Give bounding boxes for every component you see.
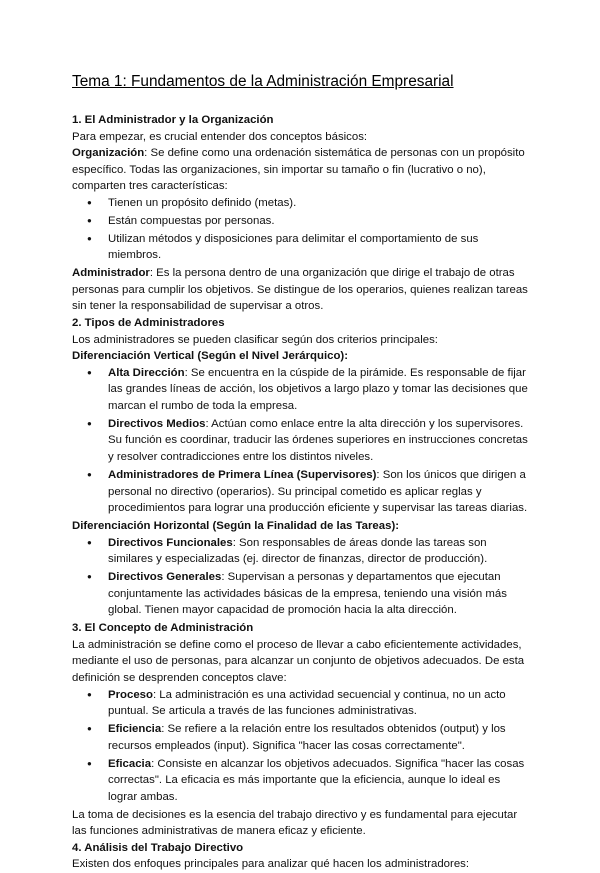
list-item-term: Eficacia [108, 757, 152, 770]
list-item-text: : Actúan como enlace entre la alta dirección y los supervisores. Su función es coordinar, traducir las órdenes superiores en instrucciones concretas y resolver contradicciones entre los distintos niveles. [108, 417, 528, 464]
section-2-intro: Los administradores se pueden clasificar según dos criterios principales: [72, 333, 438, 346]
administrador-definition [72, 265, 530, 315]
list-item [72, 687, 530, 720]
list-item-text: : Son responsables de áreas donde las tareas son similares y especializadas (ej. director de finanzas, director de producción). [108, 536, 488, 566]
list-item-term: Directivos Medios [108, 417, 206, 430]
list-item-term: Alta Dirección [108, 366, 185, 379]
section-2-heading: 2. Tipos de Administradores [72, 317, 225, 330]
section-3-closing: La toma de decisiones es la esencia del trabajo directivo y es fundamental para ejecutar las funciones administrativas de manera eficaz y eficiente. [72, 808, 518, 838]
section-3-heading: 3. El Concepto de Administración [72, 622, 254, 635]
organizacion-text: : Se define como una ordenación sistemática de personas con un propósito específico. Todas las organizaciones, sin importar su tamaño o fin (lucrativo o no), comparten tres características: [72, 147, 525, 193]
list-item [72, 416, 530, 466]
list-item [72, 365, 530, 415]
horizontal-list [72, 535, 530, 619]
list-item: ● Utilizan métodos y disposiciones para delimitar el comportamiento de sus miembros. [72, 231, 530, 264]
list-item-text: : Son los únicos que dirigen a personal no directivo (operarios). Su principal cometido es aplicar reglas y procedimientos para lograr una producción eficiente y supervisar las tareas diarias. [108, 468, 528, 515]
list-item-text: : Supervisan a personas y departamentos que ejecutan conjuntamente las actividades básicas de la empresa, teniendo una visión más global. Tienen mayor capacidad de promoción hacia la alta dirección. [108, 571, 507, 617]
vertical-heading: Diferenciación Vertical (Según el Nivel Jerárquico): [72, 350, 348, 363]
section-4-intro: Existen dos enfoques principales para analizar qué hacen los administradores: [72, 858, 470, 871]
vertical-list [72, 365, 530, 517]
list-item-term: Directivos Funcionales [108, 536, 233, 549]
list-item-text: : Se encuentra en la cúspide de la pirámide. Es responsable de fijar las grandes líneas de acción, los objetivos a largo plazo y tomar las decisiones que marcan el rumbo de toda la empresa. [108, 366, 528, 412]
list-item: ● Tienen un propósito definido (metas). [72, 195, 530, 212]
list-item-text: : Se refiere a la relación entre los resultados obtenidos (output) y los recursos empleados (input). Significa "hacer las cosas correctamente". [108, 723, 506, 752]
concepts-list [72, 687, 530, 806]
list-item-term: Proceso [108, 688, 153, 701]
list-item-term: Directivos Generales [108, 571, 222, 584]
section-3-intro: La administración se define como el proceso de llevar a cabo eficientemente actividades, mediante el uso de personas, para alcanzar un conjunto de objetivos adecuados. De esta definición se desprenden conceptos clave: [72, 638, 525, 684]
list-item [72, 569, 530, 619]
administrador-text: : Es la persona dentro de una organización que dirige el trabajo de otras personas para cumplir los objetivos. Se distingue de los operarios, quienes realizan tareas sin tener la responsabilidad de supervisar a otros. [72, 267, 528, 313]
list-item [72, 535, 530, 568]
list-item [72, 721, 530, 754]
list-item-term: Eficiencia [108, 723, 162, 736]
list-item-text: : Consiste en alcanzar los objetivos adecuados. Significa "hacer las cosas correctas". La eficacia es más importante que la eficiencia, aunque lo ideal es lograr ambas. [108, 757, 525, 803]
section-1-heading: 1. El Administrador y la Organización [72, 114, 274, 126]
list-item [72, 756, 530, 806]
list-item-text: : La administración es una actividad secuencial y continua, no un acto puntual. Se articula a través de las funciones administrativas. [108, 688, 506, 718]
document-page [72, 72, 530, 873]
list-item: ● Están compuestas por personas. [72, 213, 530, 230]
organizacion-definition [72, 145, 530, 195]
organizacion-term: Organización [72, 147, 145, 160]
list-item [72, 467, 530, 517]
organizacion-characteristics-list [72, 195, 530, 264]
section-1-intro: Para empezar, es crucial entender dos conceptos básicos: [72, 130, 368, 143]
horizontal-heading: Diferenciación Horizontal (Según la Finalidad de las Tareas): [72, 520, 400, 533]
section-4-heading: 4. Análisis del Trabajo Directivo [72, 841, 244, 854]
list-item-term: Administradores de Primera Línea (Supervisores) [108, 468, 377, 481]
administrador-term: Administrador [72, 267, 150, 280]
document-title: Tema 1: Fundamentos de la Administración Empresarial [72, 73, 454, 90]
